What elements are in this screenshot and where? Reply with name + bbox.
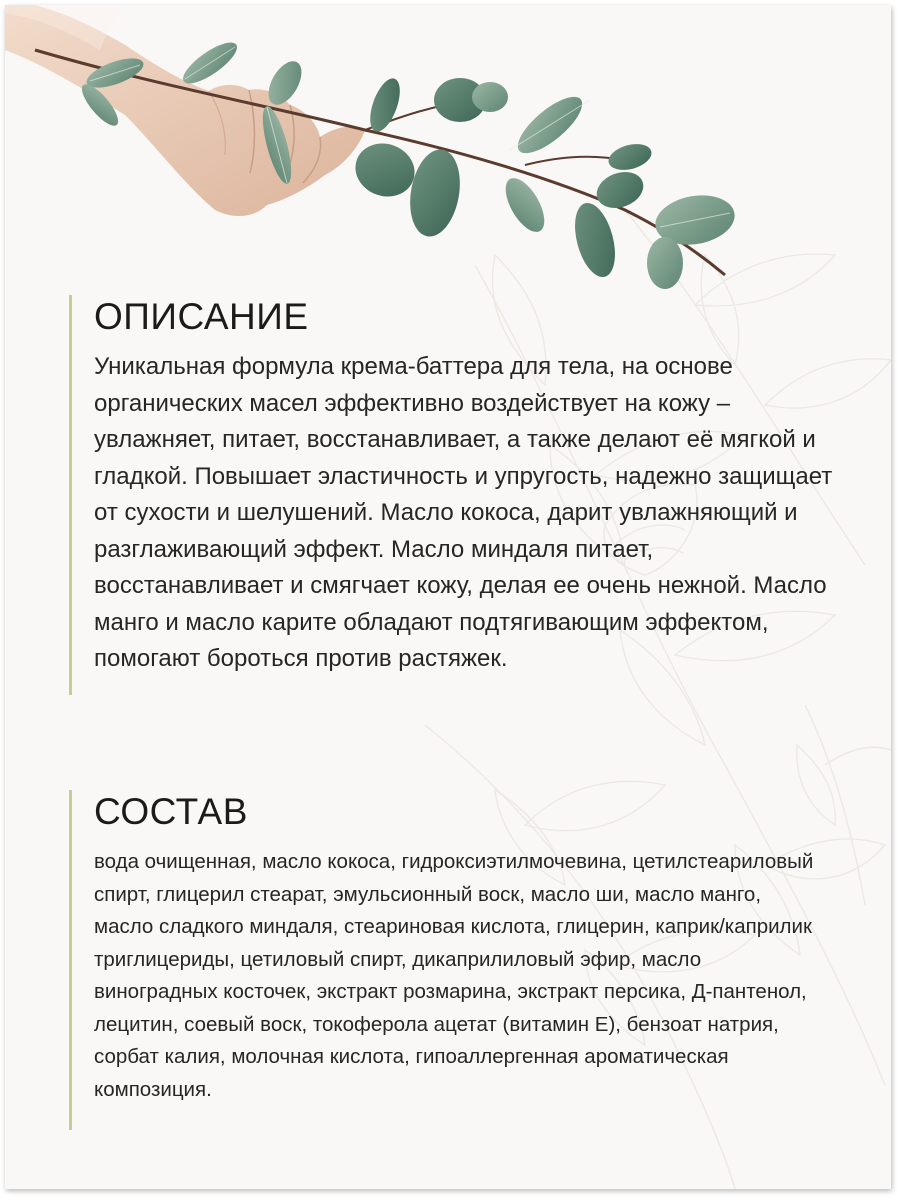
product-card: [5, 5, 891, 1189]
description-section: [69, 295, 854, 695]
composition-section: [69, 790, 854, 1130]
hand-with-eucalyptus-branch-illustration: [5, 5, 891, 305]
description-heading: ОПИСАНИЕ: [94, 296, 309, 337]
composition-text: вода очищенная, масло кокоса, гидроксиэтилмочевина, цетилстеариловый спирт, глицерил стеарат, эмульсионный воск, масло ши, масло манго, масло сладкого миндаля, стеариновая кислота, глицерин, каприк/каприлик триглицериды, цетиловый спирт, дикаприлиловый эфир, масло виноградных косточек, экстракт розмарина, экстракт персика, Д-пантенол, лецитин, соевый воск, токоферола ацетат (витамин Е), бензоат натрия, сорбат калия, молочная кислота, гипоаллергенная ароматическая композиция.: [94, 850, 814, 1101]
composition-heading: СОСТАВ: [94, 791, 248, 832]
description-text: Уникальная формула крема-баттера для тела, на основе органических масел эффективно воздействует на кожу – увлажняет, питает, восстанавливает, а также делают её мягкой и гладкой. Повышает эластичность и упругость, надежно защищает от сухости и шелушений. Масло кокоса, дарит увлажняющий и разглаживающий эффект. Масло миндаля питает, восстанавливает и смягчает кожу, делая ее очень нежной. Масло манго и масло карите обладают подтягивающим эффектом, помогают бороться против растяжек.: [94, 353, 833, 672]
